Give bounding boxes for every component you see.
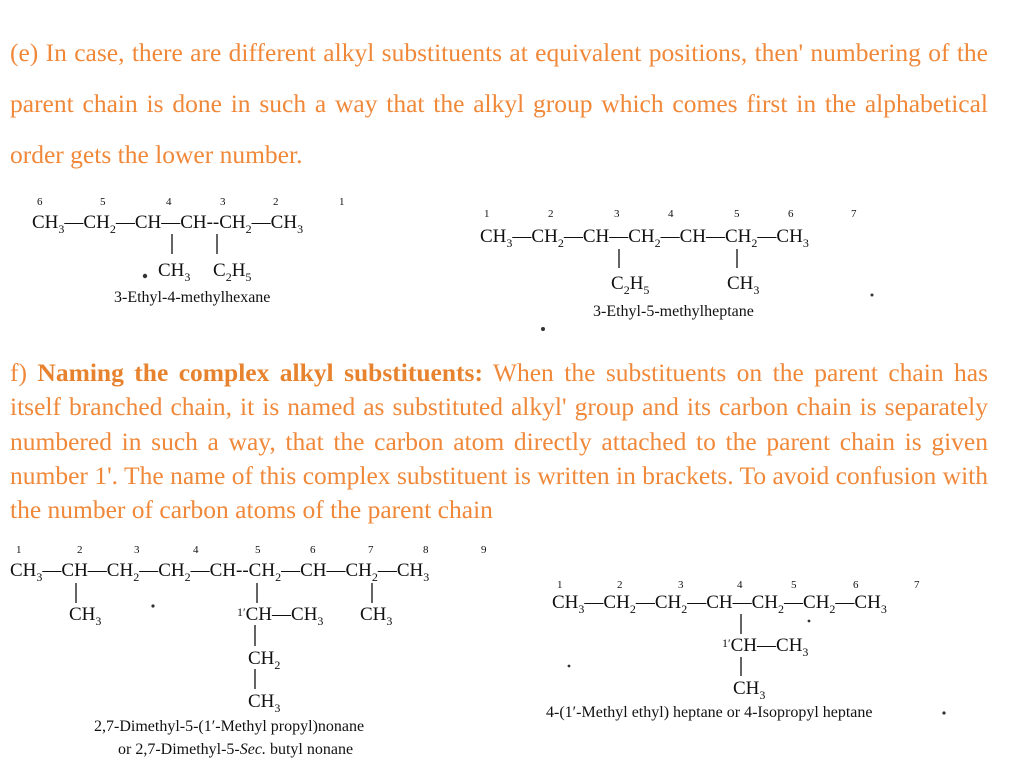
s4-num-6: 6 bbox=[853, 579, 859, 591]
s3-num-5: 5 bbox=[255, 544, 261, 556]
s4-num-2: 2 bbox=[617, 579, 623, 591]
s1-num-2: 2 bbox=[273, 196, 279, 208]
s3-num-7: 7 bbox=[368, 544, 374, 556]
s4-caption: 4-(1′-Methyl ethyl) heptane or 4-Isopropyl heptane bbox=[546, 704, 873, 721]
s2-num-2: 2 bbox=[548, 208, 554, 220]
s3-caption-line1: 2,7-Dimethyl-5-(1′-Methyl propyl)nonane bbox=[94, 718, 365, 735]
s1-caption: 3-Ethyl-4-methylhexane bbox=[114, 289, 271, 306]
s3-branch-ch2: $CH_2$ bbox=[248, 648, 281, 672]
s4-num-1: 1 bbox=[557, 579, 563, 591]
s4-num-4: 4 bbox=[737, 579, 743, 591]
svg-text:CH3—CH2—CH2—CH—CH2—CH2—CH3: $CH_3—CH_2—CH_2—CH—CH_2—CH_2—CH_3$ bbox=[552, 592, 887, 616]
s1-num-1: 1 bbox=[339, 196, 345, 208]
s2-branch-ethyl: $C_2H_5$ bbox=[611, 273, 650, 297]
s1-num-4: 4 bbox=[166, 196, 172, 208]
s2-num-4: 4 bbox=[668, 208, 674, 220]
s2-num-1: 1 bbox=[484, 208, 490, 220]
para-f-prefix: f) bbox=[10, 358, 38, 387]
s1-num-6: 6 bbox=[37, 196, 43, 208]
s3-num-2: 2 bbox=[77, 544, 83, 556]
s2-caption: 3-Ethyl-5-methylheptane bbox=[593, 303, 754, 320]
s4-branch-isopropyl: $^{1'}CH—CH_3$ bbox=[722, 635, 809, 659]
s3-num-6: 6 bbox=[310, 544, 316, 556]
s3-caption-line2-c: butyl nonane bbox=[265, 741, 354, 758]
s4-num-3: 3 bbox=[678, 579, 684, 591]
s3-caption-line2-sec: Sec. bbox=[239, 741, 266, 758]
s2-num-7: 7 bbox=[851, 208, 857, 220]
svg-text:CH3—CH2—CH—CH--CH2—CH3: $CH_3—CH_2—CH—CH--CH_2—CH_3$ bbox=[32, 212, 304, 236]
s2-branch-methyl: $CH_3$ bbox=[727, 273, 760, 297]
s3-branch-ch3: $CH_3$ bbox=[248, 691, 281, 715]
s2-num-3: 3 bbox=[614, 208, 620, 220]
s3-caption-line2-a: or 2,7-Dimethyl-5- bbox=[118, 741, 240, 758]
s3-branch-2-methyl: $CH_3$ bbox=[69, 604, 102, 628]
paragraph-e: (e) In case, there are different alkyl substituents at equivalent positions, then' numbering of the parent chain is done in such a way that the alkyl group which comes first in the alphabetical order gets the lower number. bbox=[10, 38, 988, 169]
s3-branch-5-sec-butyl: $^{1'}CH—CH_3$ bbox=[237, 604, 324, 628]
para-f-lead: Naming the complex alkyl substituents: bbox=[37, 358, 483, 387]
s3-num-1: 1 bbox=[16, 544, 22, 556]
s4-num-5: 5 bbox=[791, 579, 797, 591]
s1-branch-ethyl: $C_2H_5$ bbox=[213, 260, 252, 284]
s4-num-7: 7 bbox=[914, 579, 920, 591]
s3-num-3: 3 bbox=[134, 544, 140, 556]
s3-num-9: 9 bbox=[481, 544, 487, 556]
s3-branch-7-methyl: $CH_3$ bbox=[360, 604, 393, 628]
svg-text:CH3—CH2—CH—CH2—CH—CH2—CH3: $CH_3—CH_2—CH—CH_2—CH—CH_2—CH_3$ bbox=[480, 226, 809, 250]
s2-num-6: 6 bbox=[788, 208, 794, 220]
s4-branch-ch3: $CH_3$ bbox=[733, 678, 766, 702]
s4-main-chain bbox=[552, 592, 887, 616]
s3-num-8: 8 bbox=[423, 544, 429, 556]
s3-num-4: 4 bbox=[193, 544, 199, 556]
s2-num-5: 5 bbox=[734, 208, 740, 220]
s1-num-5: 5 bbox=[100, 196, 106, 208]
s1-branch-methyl: $CH_3$ bbox=[158, 260, 191, 284]
para-f-body: When the substituents on the parent chain has itself branched chain, it is named as substituted alkyl' group and its carbon chain is separately numbered in such a way, that the carbon atom directly attached to the parent chain is given number 1'. The name of this complex substituent is written in brackets. To avoid confusion with the number of carbon atoms of the parent chain bbox=[10, 358, 988, 525]
s1-num-3: 3 bbox=[220, 196, 226, 208]
svg-text:CH3—CH—CH2—CH2—CH--CH2—CH—CH2—: $CH_3—CH—CH_2—CH_2—CH--CH_2—CH—CH_2—CH_3$ bbox=[10, 560, 430, 584]
